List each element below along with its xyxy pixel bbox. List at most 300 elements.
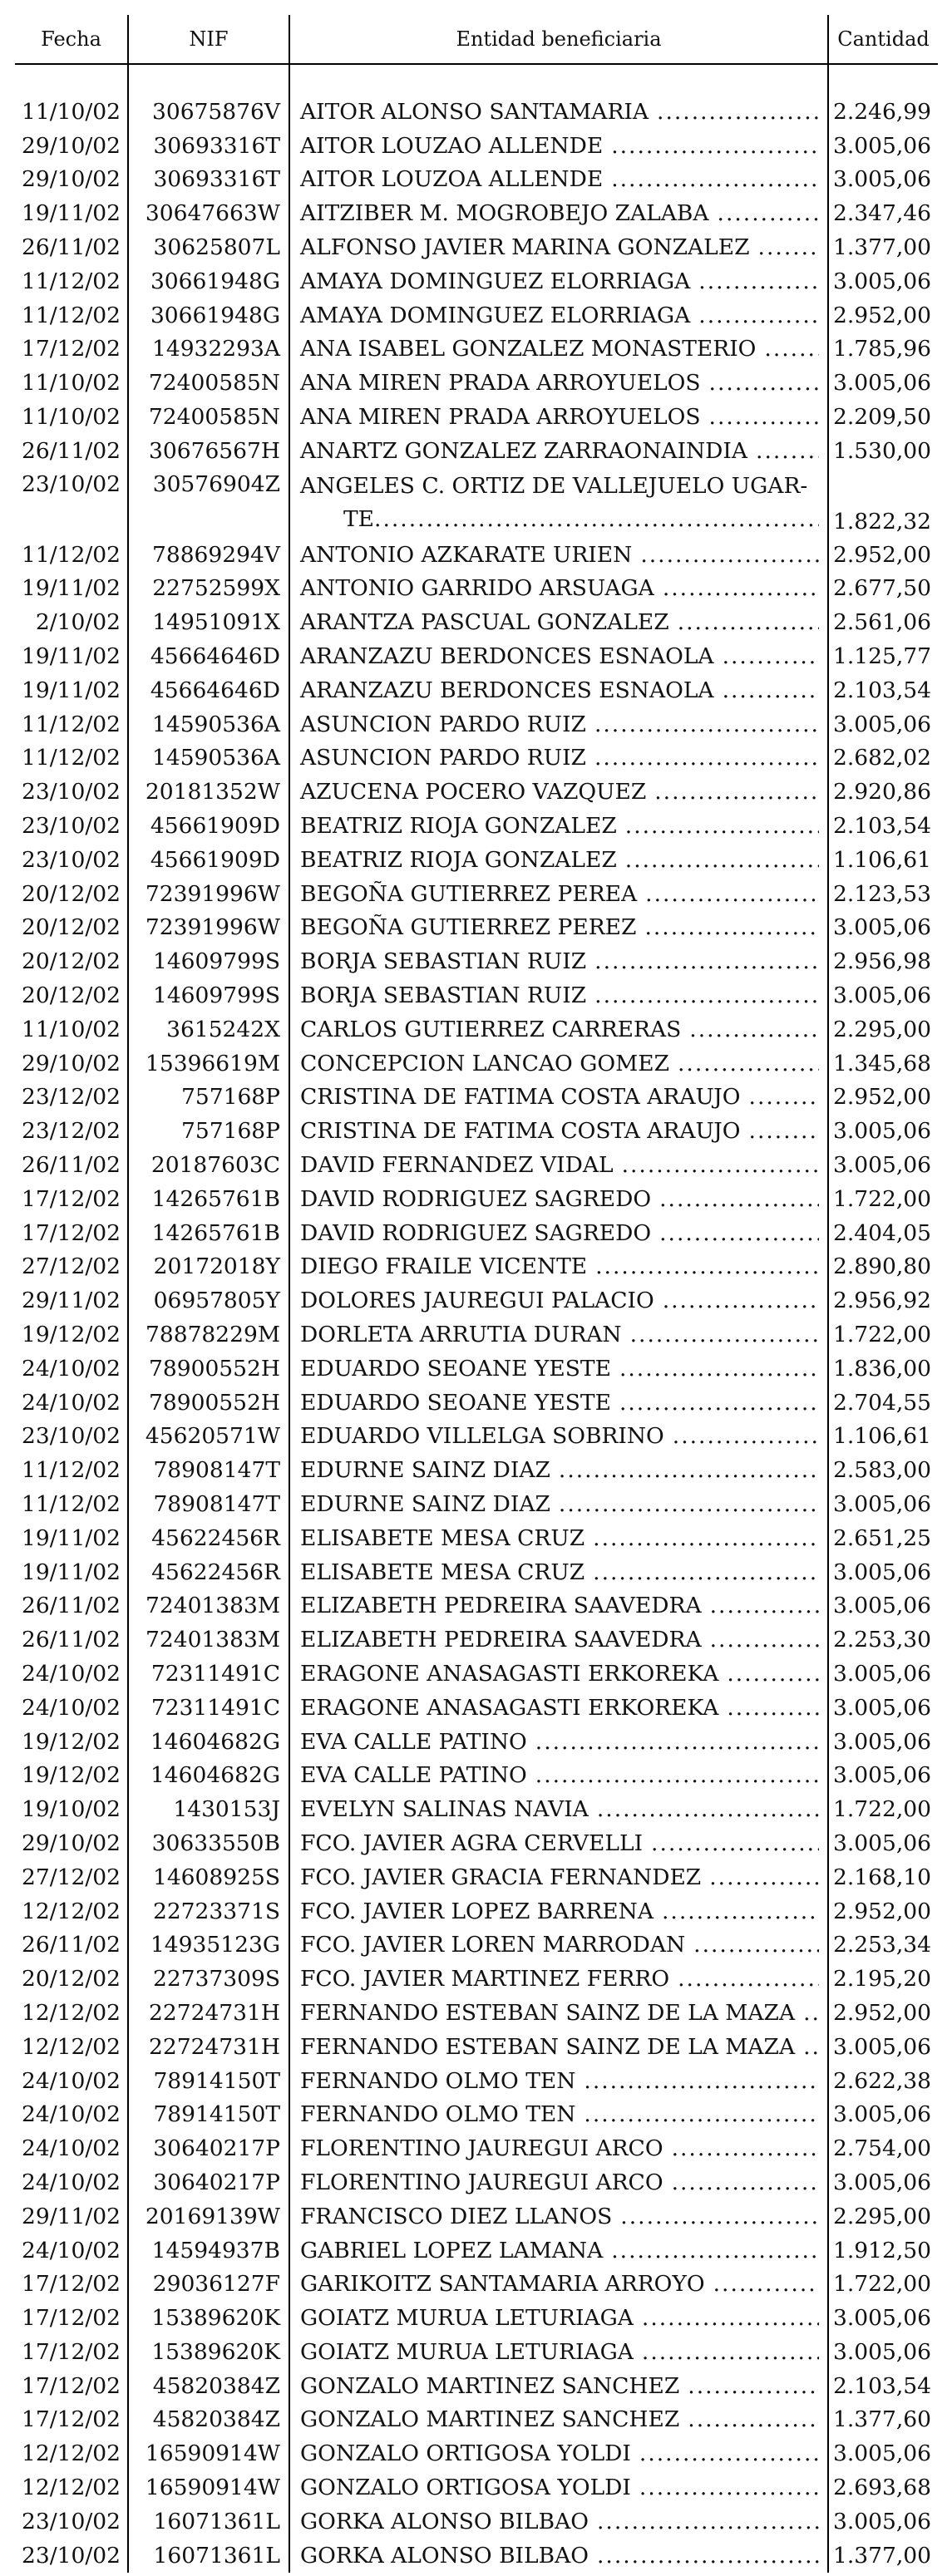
table-row bbox=[15, 1182, 938, 1216]
cell-entidad bbox=[289, 741, 828, 776]
leader-dots bbox=[594, 983, 819, 1008]
cell-cantidad: 2.956,92 bbox=[828, 1283, 938, 1318]
cell-nif: 45664646D bbox=[128, 639, 289, 673]
cell-cantidad: 2.583,00 bbox=[828, 1453, 938, 1487]
cell-nif: 14608925S bbox=[128, 1860, 289, 1894]
cell-nif: 14932293A bbox=[128, 332, 289, 367]
entidad-name: FLORENTINO JAUREGUI ARCO bbox=[300, 2135, 663, 2162]
leader-dots bbox=[645, 881, 819, 907]
cell-cantidad: 1.722,00 bbox=[828, 1318, 938, 1352]
leader-dots bbox=[663, 1288, 819, 1313]
leader-dots bbox=[698, 268, 819, 294]
cell-cantidad: 3.005,06 bbox=[828, 1725, 938, 1759]
cell-cantidad: 3.005,06 bbox=[828, 2165, 938, 2199]
cell-entidad bbox=[289, 434, 828, 468]
leader-dots bbox=[594, 712, 819, 737]
table-row bbox=[15, 2436, 938, 2470]
entidad-name: GONZALO ORTIGOSA YOLDI bbox=[300, 2441, 631, 2467]
entidad-name: EVELYN SALINAS NAVIA bbox=[300, 1796, 589, 1823]
cell-fecha: 17/12/02 bbox=[21, 1185, 121, 1212]
leader-dots bbox=[758, 234, 819, 260]
table-row bbox=[15, 1352, 938, 1386]
cell-nif: 16071361L bbox=[128, 2539, 289, 2573]
cell-cantidad: 2.561,06 bbox=[828, 605, 938, 639]
table-row bbox=[15, 468, 938, 538]
entidad-name: DIEGO FRAILE VICENTE bbox=[300, 1254, 588, 1280]
cell-cantidad: 2.693,68 bbox=[828, 2470, 938, 2505]
table-row bbox=[15, 1047, 938, 1081]
table-row bbox=[15, 264, 938, 298]
entidad-name: FCO. JAVIER GRACIA FERNANDEZ bbox=[300, 1864, 702, 1890]
table-row bbox=[15, 129, 938, 163]
cell-entidad bbox=[289, 1623, 828, 1657]
cell-nif: 30576904Z bbox=[128, 468, 289, 538]
cell-cantidad: 3.005,06 bbox=[828, 1657, 938, 1691]
leader-dots bbox=[597, 2509, 819, 2534]
cell-fecha: 11/12/02 bbox=[21, 1457, 121, 1484]
cell-fecha: 11/10/02 bbox=[21, 370, 121, 396]
cell-fecha: 23/10/02 bbox=[21, 2542, 121, 2569]
leader-dots bbox=[659, 1186, 819, 1212]
cell-entidad bbox=[289, 1453, 828, 1487]
table-row bbox=[15, 1928, 938, 1962]
cell-cantidad: 1.125,77 bbox=[828, 639, 938, 673]
cell-nif: 72311491C bbox=[128, 1657, 289, 1691]
cell-cantidad: 2.195,20 bbox=[828, 1962, 938, 1996]
cell-nif: 757168P bbox=[128, 1081, 289, 1115]
cell-entidad bbox=[289, 1996, 828, 2030]
leader-dots bbox=[659, 1220, 819, 1246]
cell-cantidad: 1.822,32 bbox=[828, 468, 938, 538]
cell-nif: 15396619M bbox=[128, 1047, 289, 1081]
cell-fecha: 17/12/02 bbox=[21, 1219, 121, 1246]
cell-entidad bbox=[289, 1081, 828, 1115]
table-row bbox=[15, 741, 938, 776]
cell-nif: 30647663W bbox=[128, 196, 289, 230]
cell-cantidad: 2.404,05 bbox=[828, 1216, 938, 1250]
entidad-name: ELIZABETH PEDREIRA SAAVEDRA bbox=[300, 1627, 702, 1653]
table-row bbox=[15, 538, 938, 572]
cell-entidad bbox=[289, 264, 828, 298]
table-row bbox=[15, 2301, 938, 2335]
cell-fecha: 19/11/02 bbox=[21, 1559, 121, 1585]
cell-cantidad: 3.005,06 bbox=[828, 1555, 938, 1589]
leader-dots bbox=[654, 779, 819, 805]
leader-dots bbox=[594, 745, 819, 771]
table-row bbox=[15, 944, 938, 978]
table-row bbox=[15, 639, 938, 673]
table-body bbox=[15, 64, 938, 2573]
cell-nif: 22737309S bbox=[128, 1962, 289, 1996]
cell-entidad bbox=[289, 2199, 828, 2234]
cell-entidad bbox=[289, 1047, 828, 1081]
cell-fecha: 11/12/02 bbox=[21, 745, 121, 771]
cell-entidad bbox=[289, 1691, 828, 1725]
cell-fecha: 19/11/02 bbox=[21, 575, 121, 602]
entidad-name: BORJA SEBASTIAN RUIZ bbox=[300, 948, 587, 975]
cell-fecha: 12/12/02 bbox=[21, 1999, 121, 2026]
leader-dots bbox=[374, 503, 819, 536]
cell-cantidad: 1.912,50 bbox=[828, 2234, 938, 2268]
entidad-name: ELISABETE MESA CRUZ bbox=[300, 1559, 585, 1585]
cell-nif: 78878229M bbox=[128, 1318, 289, 1352]
entidad-name: AMAYA DOMINGUEZ ELORRIAGA bbox=[300, 302, 691, 328]
cell-fecha: 2/10/02 bbox=[35, 609, 121, 636]
table-row bbox=[15, 1758, 938, 1792]
cell-fecha: 19/11/02 bbox=[21, 1524, 121, 1551]
cell-nif: 30661948G bbox=[128, 264, 289, 298]
cell-fecha: 11/12/02 bbox=[21, 1490, 121, 1517]
entidad-name: ARANTZA PASCUAL GONZALEZ bbox=[300, 609, 669, 636]
cell-entidad bbox=[289, 673, 828, 707]
entidad-name: DAVID FERNANDEZ VIDAL bbox=[300, 1152, 614, 1178]
cell-cantidad: 2.347,46 bbox=[828, 196, 938, 230]
cell-nif: 14265761B bbox=[128, 1182, 289, 1216]
entidad-name: EDUARDO SEOANE YESTE bbox=[300, 1389, 611, 1416]
table-row bbox=[15, 1826, 938, 1860]
entidad-name: FERNANDO ESTEBAN SAINZ DE LA MAZA bbox=[300, 2033, 796, 2060]
cell-nif: 20172018Y bbox=[128, 1250, 289, 1284]
cell-cantidad: 2.651,25 bbox=[828, 1521, 938, 1555]
table-row bbox=[15, 196, 938, 230]
leader-dots bbox=[620, 2204, 819, 2229]
cell-entidad bbox=[289, 1894, 828, 1928]
entidad-name: ELIZABETH PEDREIRA SAAVEDRA bbox=[300, 1593, 702, 1619]
cell-cantidad: 2.209,50 bbox=[828, 400, 938, 434]
table-row bbox=[15, 707, 938, 741]
entidad-name: BORJA SEBASTIAN RUIZ bbox=[300, 983, 587, 1009]
leader-dots bbox=[657, 99, 819, 125]
cell-entidad bbox=[289, 843, 828, 877]
leader-dots bbox=[803, 2000, 819, 2026]
cell-fecha: 27/12/02 bbox=[21, 1254, 121, 1280]
cell-fecha: 12/12/02 bbox=[21, 1898, 121, 1924]
cell-fecha: 23/10/02 bbox=[21, 1423, 121, 1450]
table-row bbox=[15, 163, 938, 197]
cell-cantidad: 2.677,50 bbox=[828, 572, 938, 606]
table-row bbox=[15, 1250, 938, 1284]
entidad-name: EVA CALLE PATINO bbox=[300, 1762, 527, 1789]
entidad-name: BEATRIZ RIOJA GONZALEZ bbox=[300, 846, 617, 873]
leader-dots bbox=[803, 2034, 819, 2060]
leader-dots bbox=[611, 2238, 819, 2263]
entidad-name: GONZALO MARTINEZ SANCHEZ bbox=[300, 2372, 680, 2399]
cell-nif: 14594937B bbox=[128, 2234, 289, 2268]
entidad-name: GOIATZ MURUA LETURIAGA bbox=[300, 2338, 634, 2365]
cell-entidad bbox=[289, 1657, 828, 1691]
cell-cantidad: 3.005,06 bbox=[828, 707, 938, 741]
table-row bbox=[15, 1725, 938, 1759]
entidad-name: ANTONIO GARRIDO ARSUAGA bbox=[300, 575, 654, 602]
cell-cantidad: 1.722,00 bbox=[828, 1182, 938, 1216]
entidad-name: ERAGONE ANASAGASTI ERKOREKA bbox=[300, 1694, 719, 1721]
cell-fecha: 17/12/02 bbox=[21, 336, 121, 362]
table-row bbox=[15, 2369, 938, 2403]
leader-dots bbox=[622, 1152, 819, 1178]
cell-nif: 72311491C bbox=[128, 1691, 289, 1725]
cell-cantidad: 2.246,99 bbox=[828, 95, 938, 129]
table-row bbox=[15, 434, 938, 468]
table-row bbox=[15, 1453, 938, 1487]
cell-entidad bbox=[289, 944, 828, 978]
leader-dots bbox=[764, 336, 819, 362]
table-row bbox=[15, 572, 938, 606]
cell-nif: 20169139W bbox=[128, 2199, 289, 2234]
leader-dots bbox=[672, 2170, 819, 2195]
cell-cantidad: 1.530,00 bbox=[828, 434, 938, 468]
leader-dots bbox=[749, 1084, 819, 1110]
entidad-name: AITOR ALONSO SANTAMARIA bbox=[300, 98, 649, 125]
cell-nif: 14604682G bbox=[128, 1725, 289, 1759]
cell-entidad bbox=[289, 2064, 828, 2098]
entidad-name: ANARTZ GONZALEZ ZARRAONAINDIA bbox=[300, 437, 748, 464]
table-row bbox=[15, 2165, 938, 2199]
table-row bbox=[15, 1386, 938, 1420]
cell-nif: 45661909D bbox=[128, 843, 289, 877]
cell-fecha: 23/12/02 bbox=[21, 1084, 121, 1111]
entidad-name: EDURNE SAINZ DIAZ bbox=[300, 1457, 550, 1484]
entidad-name: ANTONIO AZKARATE URIEN bbox=[300, 541, 633, 568]
table-row bbox=[15, 843, 938, 877]
entidad-name: FLORENTINO JAUREGUI ARCO bbox=[300, 2169, 663, 2195]
cell-entidad bbox=[289, 605, 828, 639]
table-row bbox=[15, 2335, 938, 2369]
table-row bbox=[15, 332, 938, 367]
cell-nif: 72391996W bbox=[128, 911, 289, 945]
cell-entidad bbox=[289, 129, 828, 163]
cell-cantidad: 2.952,00 bbox=[828, 1894, 938, 1928]
table-row bbox=[15, 1860, 938, 1894]
cell-fecha: 17/12/02 bbox=[21, 2271, 121, 2298]
leader-dots bbox=[713, 2271, 819, 2297]
cell-nif: 20187603C bbox=[128, 1148, 289, 1182]
cell-nif: 78908147T bbox=[128, 1487, 289, 1521]
entidad-name: DOLORES JAUREGUI PALACIO bbox=[300, 1288, 654, 1314]
cell-entidad bbox=[289, 2505, 828, 2539]
cell-cantidad: 2.754,00 bbox=[828, 2131, 938, 2165]
table-row bbox=[15, 1283, 938, 1318]
cell-nif: 78900552H bbox=[128, 1386, 289, 1420]
leader-dots bbox=[640, 542, 819, 568]
cell-nif: 757168P bbox=[128, 1114, 289, 1148]
leader-dots bbox=[597, 1796, 819, 1822]
cell-fecha: 26/11/02 bbox=[21, 1627, 121, 1653]
cell-nif: 3615242X bbox=[128, 1012, 289, 1047]
cell-cantidad: 1.106,61 bbox=[828, 1419, 938, 1453]
table-row bbox=[15, 1792, 938, 1826]
leader-dots bbox=[688, 2373, 819, 2399]
entidad-name: BEGOÑA GUTIERREZ PEREA bbox=[300, 880, 638, 907]
cell-nif: 78900552H bbox=[128, 1352, 289, 1386]
cell-fecha: 17/12/02 bbox=[21, 2305, 121, 2332]
leader-dots bbox=[644, 914, 819, 940]
leader-dots bbox=[678, 1966, 819, 1992]
cell-fecha: 17/12/02 bbox=[21, 2406, 121, 2433]
entidad-name: AMAYA DOMINGUEZ ELORRIAGA bbox=[300, 268, 691, 294]
entidad-name: EDUARDO VILLELGA SOBRINO bbox=[300, 1423, 664, 1450]
leader-dots bbox=[672, 2135, 819, 2161]
cell-entidad bbox=[289, 366, 828, 400]
cell-fecha: 23/10/02 bbox=[21, 470, 121, 497]
entidad-name: FCO. JAVIER MARTINEZ FERRO bbox=[300, 1966, 670, 1992]
table-row bbox=[15, 2267, 938, 2301]
cell-entidad bbox=[289, 1216, 828, 1250]
table-row bbox=[15, 877, 938, 911]
table-row bbox=[15, 1012, 938, 1047]
cell-fecha: 29/11/02 bbox=[21, 1288, 121, 1314]
cell-entidad bbox=[289, 1318, 828, 1352]
cell-entidad bbox=[289, 332, 828, 367]
cell-entidad bbox=[289, 230, 828, 264]
entidad-name: CONCEPCION LANCAO GOMEZ bbox=[300, 1050, 669, 1076]
table-row bbox=[15, 2470, 938, 2505]
entidad-name: DAVID RODRIGUEZ SAGREDO bbox=[300, 1185, 652, 1212]
cell-nif: 30640217P bbox=[128, 2165, 289, 2199]
cell-nif: 30676567H bbox=[128, 434, 289, 468]
cell-cantidad: 2.253,34 bbox=[828, 1928, 938, 1962]
leader-dots bbox=[710, 1593, 819, 1618]
cell-fecha: 17/12/02 bbox=[21, 2338, 121, 2365]
cell-entidad bbox=[289, 163, 828, 197]
entidad-name: ASUNCION PARDO RUIZ bbox=[300, 711, 586, 737]
cell-nif: 14590536A bbox=[128, 707, 289, 741]
cell-cantidad: 2.295,00 bbox=[828, 1012, 938, 1047]
cell-cantidad: 3.005,06 bbox=[828, 911, 938, 945]
table-row bbox=[15, 1588, 938, 1623]
entidad-name: AITOR LOUZAO ALLENDE bbox=[300, 132, 604, 159]
cell-cantidad: 3.005,06 bbox=[828, 2505, 938, 2539]
cell-cantidad: 2.622,38 bbox=[828, 2064, 938, 2098]
leader-dots bbox=[594, 948, 819, 974]
cell-cantidad: 3.005,06 bbox=[828, 129, 938, 163]
entidad-name: EDUARDO SEOANE YESTE bbox=[300, 1355, 611, 1382]
cell-nif: 1430153J bbox=[128, 1792, 289, 1826]
entidad-name: ASUNCION PARDO RUIZ bbox=[300, 745, 586, 771]
cell-entidad bbox=[289, 2470, 828, 2505]
cell-fecha: 20/12/02 bbox=[21, 983, 121, 1009]
cell-fecha: 19/11/02 bbox=[21, 643, 121, 670]
cell-entidad bbox=[289, 1792, 828, 1826]
entidad-name: FCO. JAVIER LOPEZ BARRENA bbox=[300, 1898, 654, 1924]
cell-entidad bbox=[289, 1283, 828, 1318]
cell-fecha: 20/12/02 bbox=[21, 1966, 121, 1992]
table-row bbox=[15, 2505, 938, 2539]
leader-dots bbox=[597, 2543, 819, 2569]
cell-nif: 45620571W bbox=[128, 1419, 289, 1453]
cell-cantidad: 3.005,06 bbox=[828, 366, 938, 400]
leader-dots bbox=[678, 609, 819, 635]
cell-fecha: 11/12/02 bbox=[21, 302, 121, 328]
leader-dots bbox=[593, 1525, 819, 1551]
leader-dots bbox=[756, 438, 819, 464]
beneficiaries-table bbox=[15, 15, 938, 2573]
cell-entidad bbox=[289, 1555, 828, 1589]
entidad-name-continuation: TE bbox=[343, 505, 375, 532]
cell-fecha: 26/11/02 bbox=[21, 234, 121, 261]
leader-dots bbox=[625, 813, 819, 839]
table-row bbox=[15, 1691, 938, 1725]
cell-nif: 30633550B bbox=[128, 1826, 289, 1860]
leader-dots bbox=[709, 1864, 819, 1890]
cell-nif: 16071361L bbox=[128, 2505, 289, 2539]
cell-nif: 72400585N bbox=[128, 366, 289, 400]
table-row bbox=[15, 1623, 938, 1657]
cell-fecha: 11/12/02 bbox=[21, 268, 121, 294]
cell-nif: 78908147T bbox=[128, 1453, 289, 1487]
cell-cantidad: 3.005,06 bbox=[828, 1588, 938, 1623]
cell-nif: 72401383M bbox=[128, 1623, 289, 1657]
cell-nif: 72401383M bbox=[128, 1588, 289, 1623]
leader-dots bbox=[709, 404, 819, 430]
cell-entidad bbox=[289, 911, 828, 945]
entidad-name: AITZIBER M. MOGROBEJO ZALABA bbox=[300, 200, 709, 227]
table-row bbox=[15, 2097, 938, 2131]
cell-entidad bbox=[289, 2539, 828, 2573]
table-row bbox=[15, 400, 938, 434]
cell-cantidad: 2.952,00 bbox=[828, 538, 938, 572]
table-row bbox=[15, 2131, 938, 2165]
leader-dots bbox=[723, 677, 819, 703]
cell-fecha: 19/12/02 bbox=[21, 1728, 121, 1755]
cell-cantidad: 1.785,96 bbox=[828, 332, 938, 367]
cell-cantidad: 3.005,06 bbox=[828, 2097, 938, 2131]
table-row bbox=[15, 605, 938, 639]
cell-cantidad: 2.952,00 bbox=[828, 1996, 938, 2030]
leader-dots bbox=[678, 1051, 819, 1076]
table-row bbox=[15, 1487, 938, 1521]
cell-fecha: 19/12/02 bbox=[21, 1762, 121, 1789]
cell-nif: 30640217P bbox=[128, 2131, 289, 2165]
cell-fecha: 19/11/02 bbox=[21, 200, 121, 227]
cell-entidad bbox=[289, 572, 828, 606]
leader-dots bbox=[693, 1932, 819, 1958]
cell-entidad bbox=[289, 1352, 828, 1386]
cell-cantidad: 3.005,06 bbox=[828, 1487, 938, 1521]
leader-dots bbox=[673, 1423, 819, 1449]
cell-cantidad: 2.920,86 bbox=[828, 775, 938, 809]
cell-cantidad: 1.106,61 bbox=[828, 843, 938, 877]
cell-cantidad: 2.682,02 bbox=[828, 741, 938, 776]
cell-entidad bbox=[289, 1860, 828, 1894]
cell-entidad bbox=[289, 1758, 828, 1792]
cell-cantidad: 2.123,53 bbox=[828, 877, 938, 911]
table-row bbox=[15, 1419, 938, 1453]
cell-cantidad: 3.005,06 bbox=[828, 163, 938, 197]
cell-cantidad: 1.722,00 bbox=[828, 2267, 938, 2301]
leader-dots bbox=[639, 2475, 819, 2500]
leader-dots bbox=[639, 2441, 819, 2466]
cell-entidad bbox=[289, 298, 828, 332]
cell-entidad bbox=[289, 1419, 828, 1453]
header-cantidad: Cantidad bbox=[828, 15, 938, 64]
header-fecha: Fecha bbox=[15, 15, 128, 64]
table-row bbox=[15, 1148, 938, 1182]
cell-nif: 45622456R bbox=[128, 1555, 289, 1589]
cell-entidad bbox=[289, 1962, 828, 1996]
cell-nif: 14951091X bbox=[128, 605, 289, 639]
entidad-name: AITOR LOUZOA ALLENDE bbox=[300, 166, 604, 193]
cell-cantidad: 1.377,60 bbox=[828, 2403, 938, 2437]
cell-entidad bbox=[289, 2436, 828, 2470]
cell-nif: 78869294V bbox=[128, 538, 289, 572]
entidad-name: CRISTINA DE FATIMA COSTA ARAUJO bbox=[300, 1118, 741, 1145]
table-row bbox=[15, 1996, 938, 2030]
cell-fecha: 19/10/02 bbox=[21, 1796, 121, 1823]
cell-entidad bbox=[289, 2301, 828, 2335]
leader-dots bbox=[651, 1830, 819, 1856]
cell-fecha: 12/12/02 bbox=[21, 2475, 121, 2501]
cell-entidad bbox=[289, 1182, 828, 1216]
